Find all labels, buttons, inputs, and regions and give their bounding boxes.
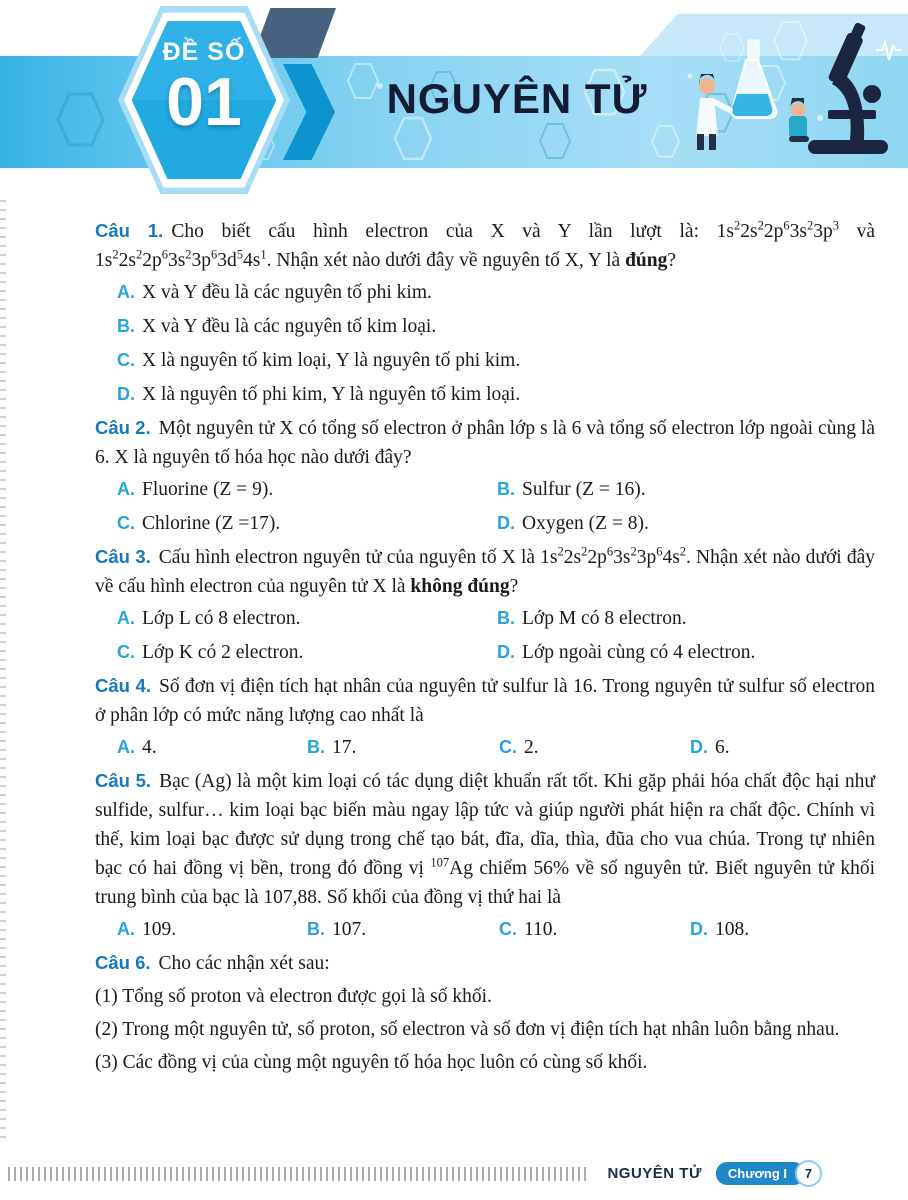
question-paragraph [95, 766, 875, 912]
question [95, 542, 875, 667]
question [95, 671, 875, 762]
answer-option: C. 110. [499, 919, 558, 940]
question-paragraph [95, 671, 875, 730]
binding-ticks [0, 200, 6, 1140]
options [117, 733, 875, 762]
question-paragraph [95, 216, 875, 275]
page-number: 7 [795, 1160, 822, 1187]
question-label: Câu 2. [95, 417, 151, 438]
question-paragraph [95, 413, 875, 472]
answer-option: D. X là nguyên tố phi kim, Y là nguyên tố kim loại. [117, 384, 521, 405]
question [95, 948, 875, 1077]
statement: (1) Tổng số proton và electron được gọi là số khối. [95, 986, 492, 1007]
option-letter: A. [117, 282, 135, 302]
microscope-icon [808, 21, 888, 154]
answer-option: A. X và Y đều là các nguyên tố phi kim. [117, 282, 432, 303]
option-letter: D. [690, 919, 708, 939]
badge-number: 01 [166, 64, 242, 140]
test-number-badge [118, 6, 290, 194]
question-text: Một nguyên tử X có tổng số electron ở phân lớp s là 6 và tổng số electron lớp ngoài cùng là 6. X là nguyên tố hóa học nào dưới đây? [95, 418, 875, 468]
answer-option: A. 4. [117, 737, 157, 758]
options [117, 604, 875, 667]
question-text: Cho biết cấu hình electron của X và Y lần lượt là: $1s^22s^22p^63s^23p^3$ và $1s^22s^22p^63s^23p^63d^54s^1$. Nhận xét nào dưới đây về nguyên tố X, Y là đúng? [95, 218, 875, 271]
answer-option: B. Lớp M có 8 electron. [497, 608, 687, 629]
question-text: Cấu hình electron nguyên tử của nguyên tố X là $1s^22s^22p^63s^23p^64s^2$. Nhận xét nào dưới đây về cấu hình electron của nguyên tử X là không đúng? [95, 544, 875, 597]
question-label: Câu 1. [95, 220, 164, 241]
answer-option: C. Chlorine (Z =17). [117, 513, 281, 534]
option-letter: A. [117, 919, 135, 939]
question [95, 413, 875, 538]
statement: (2) Trong một nguyên tử, số proton, số electron và số đơn vị điện tích hạt nhân luôn bằng nhau. [95, 1019, 840, 1040]
questions [95, 212, 875, 1077]
statements [95, 982, 875, 1077]
answer-option: D. 6. [690, 737, 730, 758]
option-letter: D. [497, 513, 515, 533]
question-text: Cho các nhận xét sau: [158, 953, 330, 974]
flask-icon [732, 40, 777, 118]
seated-figure [789, 98, 809, 142]
answer-option: B. 17. [307, 737, 357, 758]
option-letter: C. [117, 642, 135, 662]
answer-option: B. Sulfur (Z = 16). [497, 479, 646, 500]
option-letter: B. [117, 316, 135, 336]
science-illustration [690, 14, 902, 166]
question-label: Câu 3. [95, 546, 151, 567]
option-letter: C. [499, 737, 517, 757]
page-header [0, 0, 908, 196]
option-letter: C. [117, 513, 135, 533]
option-letter: B. [497, 479, 515, 499]
question-paragraph [95, 542, 875, 601]
question-text: Số đơn vị điện tích hạt nhân của nguyên tử sulfur là 16. Trong nguyên tử sulfur số electron ở phân lớp có mức năng lượng cao nhất là [95, 676, 875, 726]
page-title: NGUYÊN TỬ [386, 75, 648, 122]
question-label: Câu 6. [95, 952, 151, 973]
answer-option: D. Oxygen (Z = 8). [497, 513, 649, 534]
question [95, 766, 875, 944]
footer-bars-decoration [8, 1167, 589, 1181]
option-letter: B. [307, 919, 325, 939]
answer-option: C. 2. [499, 737, 539, 758]
badge-label: ĐỀ SỐ [162, 38, 246, 66]
options [117, 278, 875, 409]
option-letter: D. [117, 384, 135, 404]
option-letter: A. [117, 608, 135, 628]
chapter-badge: Chương I [716, 1162, 805, 1185]
scientist-figure [696, 74, 730, 150]
answer-option: B. 107. [307, 919, 367, 940]
option-letter: D. [497, 642, 515, 662]
question-paragraph [95, 948, 875, 978]
options [117, 915, 875, 944]
option-letter: B. [497, 608, 515, 628]
question-label: Câu 4. [95, 675, 151, 696]
option-letter: A. [117, 737, 135, 757]
answer-option: B. X và Y đều là các nguyên tố kim loại. [117, 316, 437, 337]
question-text: Bạc (Ag) là một kim loại có tác dụng diệt khuẩn rất tốt. Khi gặp phải hóa chất độc hại như sulfide, sulfur… kim loại bạc biến màu ngay lập tức và giúp người phát hiện ra chất độc. Chính vì thế, kim loại bạc được sử dụng trong chế tạo bát, đĩa, dĩa, thìa, đũa cho vua chúa. Trong tự nhiên bạc có hai đồng vị bền, trong đó đồng vị $^{107}$Ag chiếm 56% về số nguyên tử. Biết nguyên tử khối trung bình của bạc là 107,88. Số khối của đồng vị thứ hai là [95, 771, 875, 908]
answer-option: A. Fluorine (Z = 9). [117, 479, 274, 500]
ekg-line [876, 42, 902, 60]
answer-option: D. Lớp ngoài cùng có 4 electron. [497, 642, 756, 663]
option-letter: C. [117, 350, 135, 370]
page-footer [8, 1160, 822, 1187]
answer-option: C. X là nguyên tố kim loại, Y là nguyên tố phi kim. [117, 350, 521, 371]
question [95, 216, 875, 409]
statement: (3) Các đồng vị của cùng một nguyên tố hóa học luôn có cùng số khối. [95, 1052, 648, 1073]
option-letter: D. [690, 737, 708, 757]
answer-option: A. 109. [117, 919, 177, 940]
answer-option: A. Lớp L có 8 electron. [117, 608, 301, 629]
option-letter: A. [117, 479, 135, 499]
answer-option: D. 108. [690, 919, 750, 940]
footer-section-title: NGUYÊN TỬ [607, 1165, 702, 1182]
answer-option: C. Lớp K có 2 electron. [117, 642, 304, 663]
option-letter: C. [499, 919, 517, 939]
option-letter: B. [307, 737, 325, 757]
question-label: Câu 5. [95, 770, 152, 791]
options [117, 475, 875, 538]
